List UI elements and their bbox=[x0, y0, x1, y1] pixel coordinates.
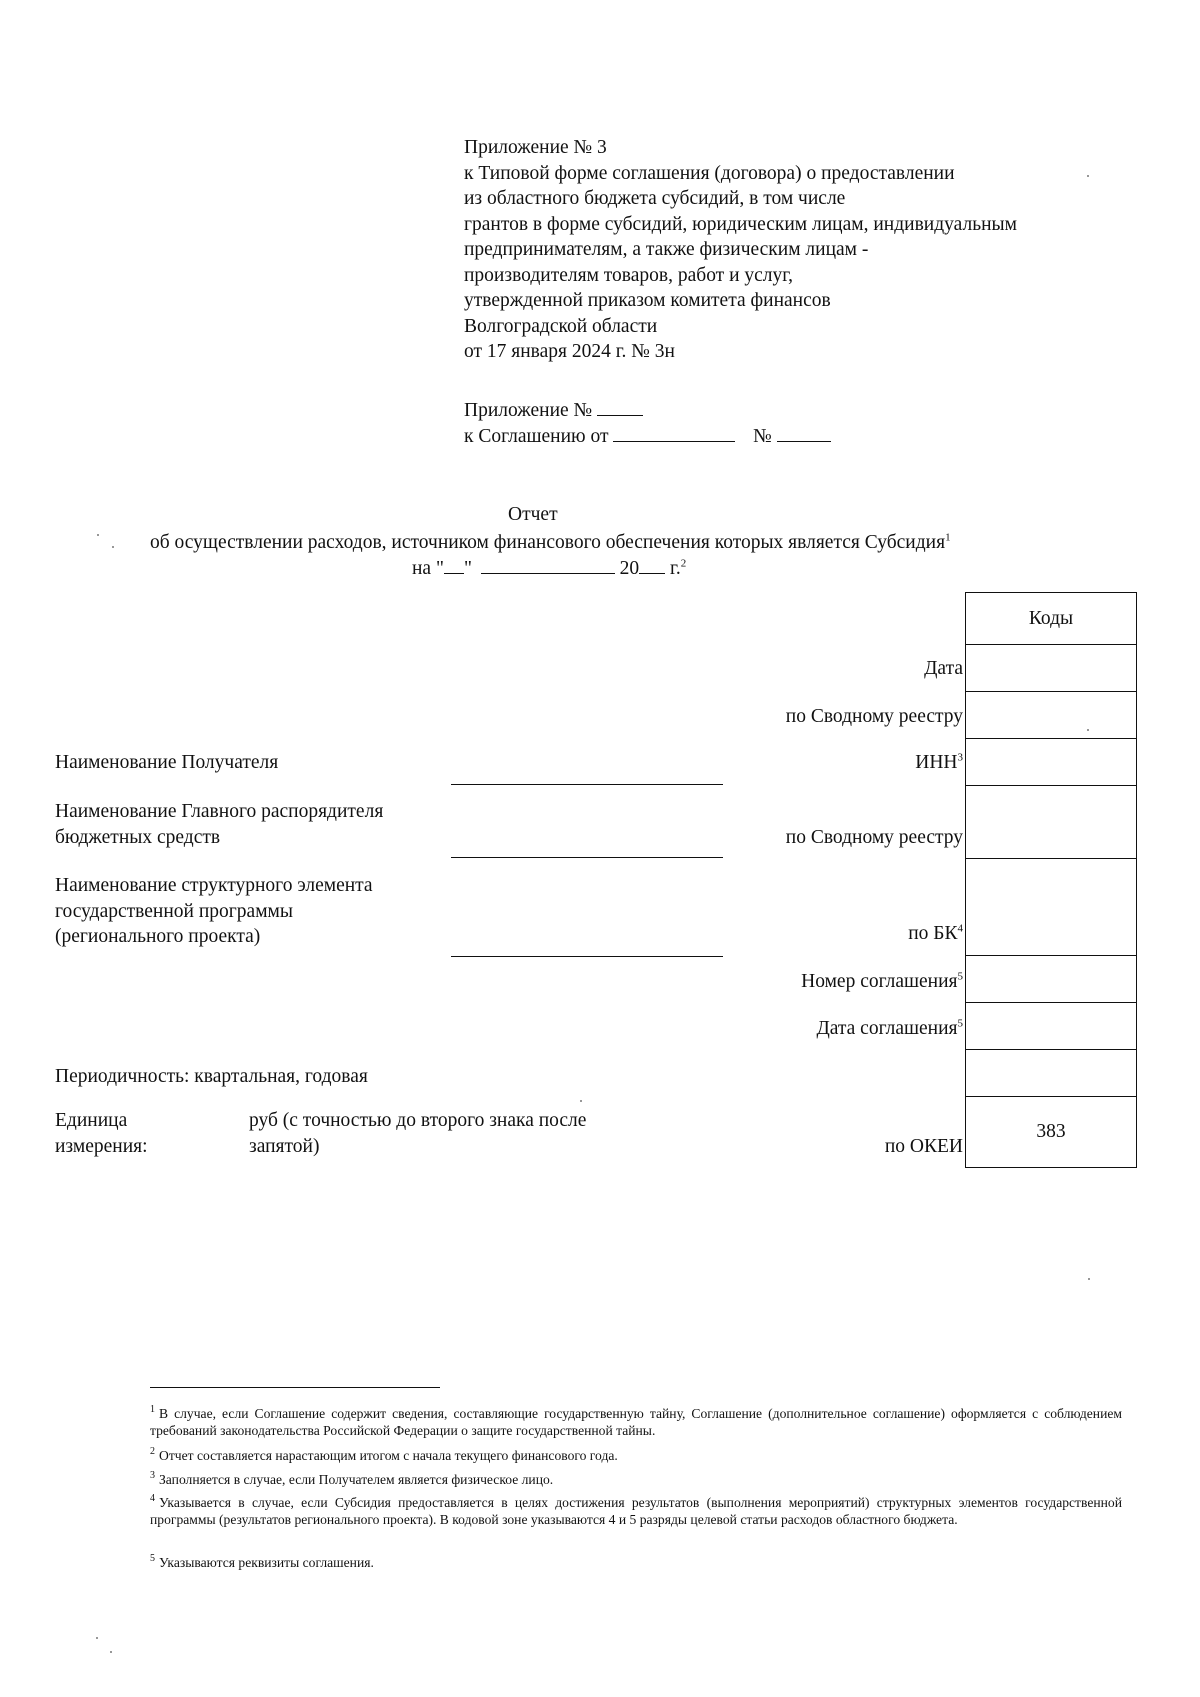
footnote-5: $^5$ Указываются реквизиты соглашения. bbox=[150, 1553, 374, 1570]
header-line: производителям товаров, работ и услуг, bbox=[464, 264, 793, 286]
report-subtitle-text: об осуществлении расходов, источником финансового обеспечения которых является Субсидия bbox=[150, 532, 946, 553]
footnote-2: $^2$ Отчет составляется нарастающим итогом с начала текущего финансового года. bbox=[150, 1446, 618, 1463]
label-registry-2: по Сводному реестру bbox=[785, 827, 963, 848]
appendix-number-field[interactable] bbox=[597, 397, 643, 416]
label-okei: по ОКЕИ bbox=[884, 1136, 963, 1157]
header-line: предпринимателям, а также физическим лицам - bbox=[464, 239, 869, 260]
scan-speck bbox=[96, 1637, 98, 1639]
scan-speck bbox=[97, 534, 99, 536]
header-line: грантов в форме субсидий, юридическим лицам, индивидуальным bbox=[464, 213, 1017, 235]
footnote-divider bbox=[150, 1387, 440, 1388]
header-line: Приложение № 3 bbox=[464, 137, 607, 158]
agreement-number-field[interactable] bbox=[777, 423, 831, 442]
header-line: Волгоградской области bbox=[464, 315, 658, 337]
code-cell-registry[interactable] bbox=[966, 692, 1137, 739]
code-cell-okei[interactable]: 383 bbox=[966, 1097, 1137, 1168]
header-line: к Типовой форме соглашения (договора) о предоставлении bbox=[464, 162, 955, 184]
scan-speck bbox=[112, 546, 114, 548]
footnote-1: $^1$ В случае, если Соглашение содержит сведения, составляющие государственную тайну, Соглашение (дополнительное соглашение) оформляется с соблюдением требований законодательства Российской Федерации о защите государственной тайны. bbox=[150, 1404, 1122, 1438]
report-title: Отчет bbox=[508, 504, 558, 525]
report-year-field[interactable] bbox=[639, 555, 665, 574]
unit-label: Единица измерения: bbox=[55, 1110, 148, 1157]
report-subtitle bbox=[150, 530, 951, 556]
footnote-ref: 2 bbox=[680, 557, 687, 570]
chief-manager-field[interactable] bbox=[451, 857, 723, 858]
header-line: из областного бюджета субсидий, в том числе bbox=[464, 188, 846, 209]
label-registry: по Сводному реестру bbox=[785, 706, 963, 727]
date-prefix: на " bbox=[412, 558, 444, 579]
scan-speck bbox=[1087, 729, 1089, 731]
footnote-ref: 1 bbox=[945, 531, 951, 544]
codes-table bbox=[965, 592, 1137, 1168]
to-agreement-label: к Соглашению от bbox=[464, 425, 609, 447]
agreement-reference bbox=[464, 397, 831, 448]
program-element-label: Наименование структурного элемента государственной программы (регионального проекта) bbox=[55, 875, 373, 947]
chief-manager-label: Наименование Главного распорядителя бюджетных средств bbox=[55, 801, 384, 848]
label-date: Дата bbox=[924, 658, 963, 679]
recipient-name-field[interactable] bbox=[451, 784, 723, 785]
code-cell-bk[interactable] bbox=[966, 859, 1137, 956]
label-inn: ИНН$^3$ bbox=[915, 751, 963, 773]
year-prefix: 20 bbox=[619, 558, 640, 579]
code-cell-date[interactable] bbox=[966, 645, 1137, 692]
periodicity-label: Периодичность: квартальная, годовая bbox=[55, 1066, 368, 1087]
scan-speck bbox=[580, 1100, 582, 1102]
report-day-field[interactable] bbox=[444, 555, 464, 574]
label-bk: по $БК^4$ bbox=[908, 922, 963, 944]
report-month-field[interactable] bbox=[481, 555, 615, 574]
program-element-field[interactable] bbox=[451, 956, 723, 957]
recipient-label: Наименование Получателя bbox=[55, 752, 279, 773]
scan-speck bbox=[1088, 1278, 1090, 1280]
code-cell-inn[interactable] bbox=[966, 739, 1137, 786]
scan-speck bbox=[110, 1651, 112, 1653]
number-sign: № bbox=[753, 425, 772, 447]
unit-value: руб (с точностью до второго знака после запятой) bbox=[249, 1110, 587, 1157]
header-line: утвержденной приказом комитета финансов bbox=[464, 290, 831, 311]
code-cell-periodicity[interactable] bbox=[966, 1050, 1137, 1097]
scan-speck bbox=[1087, 175, 1089, 177]
approval-header bbox=[464, 135, 1017, 365]
header-line: от 17 января 2024 г. № 3н bbox=[464, 341, 675, 362]
footnote-3: $^3$ Заполняется в случае, если Получателем является физическое лицо. bbox=[150, 1470, 554, 1487]
code-cell-agreement-date[interactable] bbox=[966, 1003, 1137, 1050]
agreement-date-field[interactable] bbox=[613, 423, 735, 442]
codes-header: Коды bbox=[966, 593, 1137, 645]
date-quote: " bbox=[463, 558, 472, 579]
code-cell-registry-2[interactable] bbox=[966, 786, 1137, 859]
report-date bbox=[412, 555, 686, 582]
footnote-4: $^4$ Указывается в случае, если Субсидия предоставляется в целях достижения результатов (выполнения мероприятий) структурных элементов государственной программы (результатов регионального проекта). В кодовой зоне указываются 4 и 5 разряды целевой статьи расходов областного бюджета. bbox=[150, 1493, 1122, 1527]
label-agreement-date: Дата соглашения$^5$ bbox=[816, 1017, 963, 1039]
appendix-label: Приложение № bbox=[464, 400, 593, 421]
year-suffix: г. bbox=[665, 558, 681, 579]
label-agreement-number: Номер соглашения$^5$ bbox=[801, 970, 963, 992]
code-cell-agreement-number[interactable] bbox=[966, 956, 1137, 1003]
